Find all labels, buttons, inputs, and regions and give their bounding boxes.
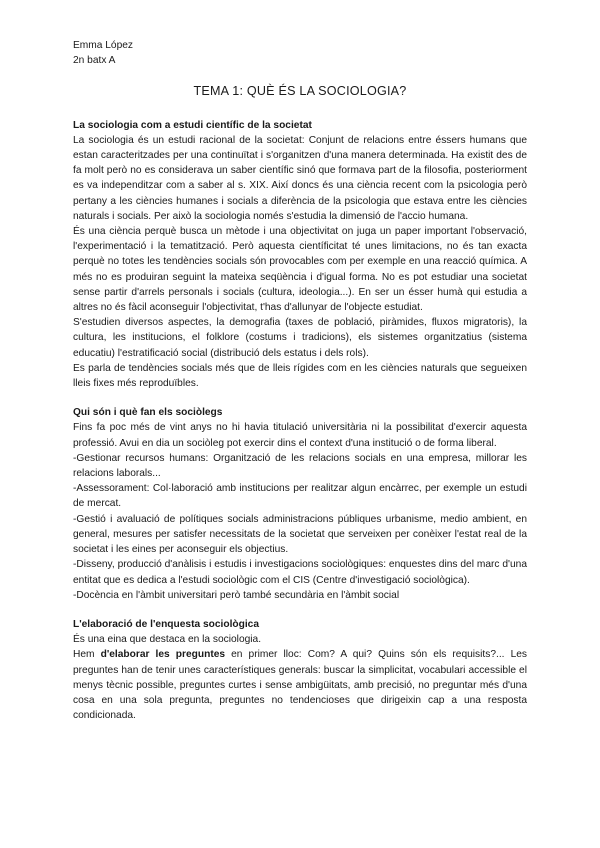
list-item: -Docència en l'àmbit universitari però també secundària en l'àmbit social: [73, 589, 400, 601]
list-item: -Gestió i avaluació de polítiques socials administracions públiques urbanisme, medio ambient, en general, mesures per satisfer necessitats de la societat que serveixen per conèixer l'estat real de la societat i les eines per aconseguir els objectius.: [73, 513, 527, 556]
section-survey: [73, 617, 527, 723]
section-sociologists: [73, 405, 527, 603]
paragraph: [73, 647, 527, 723]
course-label: 2n batx A: [73, 55, 116, 67]
paragraph: Fins fa poc més de vint anys no hi havia titulació universitària ni la possibilitat d'exercir aquesta professió. Avui en dia un sociòleg pot exercir dins el context d'una institució o de forma liberal.: [73, 422, 527, 449]
section-heading: L'elaboració de l'enquesta sociològica: [73, 618, 260, 630]
section-heading: Qui són i què fan els sociòlegs: [73, 407, 223, 419]
document-title: TEMA 1: QUÈ ÉS LA SOCIOLOGIA?: [193, 84, 407, 99]
paragraph: S'estudien diversos aspectes, la demografia (taxes de població, piràmides, fluxos migratoris), la cultura, les institucions, el folklore (costums i tradicions), els sistemes organitzatius (sistema educatiu) l'estratificació social (distribució dels estatus i dels rols).: [73, 317, 527, 359]
list-item: -Disseny, producció d'anàlisis i estudis i investigacions sociològiques: enquestes dins del marc d'una entitat que es dedica a l'estudi sociològic com el CIS (Centre d'investigació sociològica).: [73, 559, 527, 586]
paragraph: Es parla de tendències socials més que de lleis rígides com en les ciències naturals que segueixen lleis fixes més reproduïbles.: [73, 362, 527, 390]
section-sociology-science: [73, 118, 527, 392]
list-item: -Gestionar recursos humans: Organització de les relacions socials en una empresa, millorar les relacions laborals...: [73, 452, 527, 480]
section-heading: La sociologia com a estudi científic de la societat: [73, 119, 312, 131]
text-run: Hem: [73, 649, 101, 661]
paragraph: És una eina que destaca en la sociologia.: [73, 634, 262, 646]
bold-text: d'elaborar les preguntes: [100, 649, 226, 661]
paragraph: És una ciència perquè busca un mètode i una objectivitat on juga un paper important l'observació, l'experimentació i la tematització. Però aquesta científicitat té unes limitacions, no és tan exacta perquè no totes les tendències socials són provocables com per exemple en una reacció química. A més no es produiran seguint la mateixa seqüència i d'igual forma. No es pot estudiar una societat sense partir d'arrels personals i socials (cultura, ideologia...). En ser un ésser humà qui estudia a altres no és fàcil aconseguir l'objectivitat, t'has d'allunyar de l'objecte estudiat.: [73, 226, 527, 314]
list-item: -Assessorament: Col·laboració amb institucions per realitzar algun encàrrec, per exemple un estudi de mercat.: [73, 483, 527, 510]
text-run: en primer lloc: Com? A qui? Quins són els requisits?... Les preguntes han de tenir unes característiques generals: buscar la simplicitat, vocabulari accessible el menys tècnic possible, preguntes curtes i sense ambigüitats, amb precisió, no preguntar més d'una cosa en una sola pregunta, preguntes no tendencioses que dirigeixin cap a una resposta condicionada.: [73, 649, 528, 722]
paragraph: La sociologia és un estudi racional de la societat: Conjunt de relacions entre éssers humans que estan caracteritzades per una continuïtat i s'organitzen d'una manera determinada. Ha existit des de fa molt però no es considerava un saber científic sinó que formava part de la filosofia, posteriorment es va independitzar com a saber al s. XIX. Així doncs és una ciència recent com la psicologia però pertany a les ciències humanes i socials a diferència de la psicologia que estava entre les ciències naturals i socials. Per això la sociologia només s'estudia la dimensió de l'accio humana.: [73, 134, 527, 222]
author-name: Emma López: [73, 40, 134, 51]
